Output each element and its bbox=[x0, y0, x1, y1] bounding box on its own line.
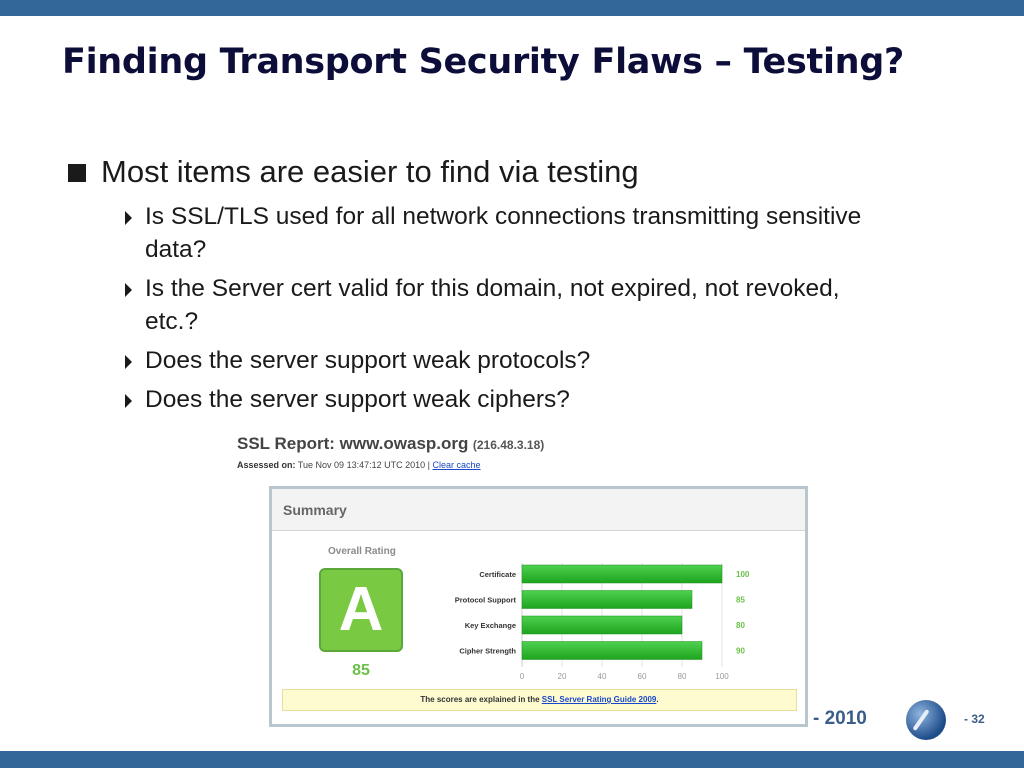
assessed-separator: | bbox=[427, 460, 430, 470]
rating-guide-link[interactable]: SSL Server Rating Guide 2009 bbox=[541, 695, 657, 704]
ssl-report-ip: (216.48.3.18) bbox=[472, 438, 545, 452]
main-bullet bbox=[68, 150, 968, 194]
rating-bar bbox=[522, 616, 682, 634]
value-label: 80 bbox=[736, 621, 745, 630]
ssl-report-title: SSL Report: www.owasp.org bbox=[237, 434, 469, 453]
sub-bullet bbox=[145, 344, 865, 377]
grade-badge: A bbox=[319, 568, 403, 652]
sub-bullet-text: Does the server support weak ciphers? bbox=[145, 386, 570, 413]
rating-bar bbox=[522, 565, 722, 583]
value-label: 90 bbox=[736, 646, 745, 656]
slide-title: Finding Transport Security Flaws – Testing? bbox=[62, 42, 905, 82]
owasp-logo-icon bbox=[906, 700, 946, 740]
bottom-banner-bar bbox=[0, 751, 1024, 768]
sub-bullet bbox=[145, 383, 865, 416]
triangle-bullet-icon bbox=[125, 355, 132, 369]
top-banner-bar bbox=[0, 0, 1024, 16]
bullet-list bbox=[68, 150, 968, 416]
summary-title: Summary bbox=[283, 502, 347, 518]
sub-bullet bbox=[145, 200, 865, 266]
square-bullet-icon bbox=[68, 164, 86, 182]
rating-bar-chart bbox=[422, 559, 752, 689]
triangle-bullet-icon bbox=[125, 394, 132, 408]
overall-rating-label: Overall Rating bbox=[328, 546, 396, 557]
main-bullet-text: Most items are easier to find via testing bbox=[101, 154, 639, 189]
assessed-label: Assessed on: bbox=[237, 460, 296, 470]
ssl-report-heading bbox=[237, 434, 544, 454]
x-tick-label: 20 bbox=[557, 672, 567, 681]
x-tick-label: 80 bbox=[677, 672, 687, 681]
category-label: Certificate bbox=[479, 570, 516, 579]
assessed-line bbox=[237, 460, 481, 470]
overall-score: 85 bbox=[352, 662, 370, 679]
x-tick-label: 0 bbox=[519, 672, 525, 681]
assessed-value: Tue Nov 09 13:47:12 UTC 2010 bbox=[297, 460, 426, 470]
triangle-bullet-icon bbox=[125, 283, 132, 297]
footer-year: - 2010 bbox=[813, 708, 867, 729]
x-tick-label: 40 bbox=[597, 672, 607, 681]
note-suffix: . bbox=[656, 695, 659, 704]
sub-bullet-text: Is SSL/TLS used for all network connections transmitting sensitive data? bbox=[145, 203, 862, 263]
page-number: - 32 bbox=[964, 712, 985, 726]
clear-cache-link[interactable]: Clear cache bbox=[432, 460, 481, 470]
sub-bullet bbox=[145, 272, 865, 338]
summary-panel bbox=[269, 486, 808, 727]
rating-chart-svg bbox=[422, 559, 752, 689]
category-label: Key Exchange bbox=[464, 621, 516, 630]
sub-bullet-text: Is the Server cert valid for this domain, not expired, not revoked, etc.? bbox=[145, 275, 840, 335]
sub-bullet-text: Does the server support weak protocols? bbox=[145, 347, 591, 374]
x-tick-label: 100 bbox=[715, 672, 729, 681]
summary-header bbox=[272, 489, 805, 531]
rating-bar bbox=[522, 591, 692, 609]
score-explanation-note bbox=[282, 689, 797, 711]
triangle-bullet-icon bbox=[125, 211, 132, 225]
category-label: Cipher Strength bbox=[459, 646, 516, 656]
value-label: 85 bbox=[736, 595, 745, 605]
category-label: Protocol Support bbox=[454, 595, 516, 605]
value-label: 100 bbox=[736, 570, 750, 579]
rating-bar bbox=[522, 642, 702, 660]
note-prefix: The scores are explained in the bbox=[420, 695, 540, 704]
x-tick-label: 60 bbox=[637, 672, 647, 681]
